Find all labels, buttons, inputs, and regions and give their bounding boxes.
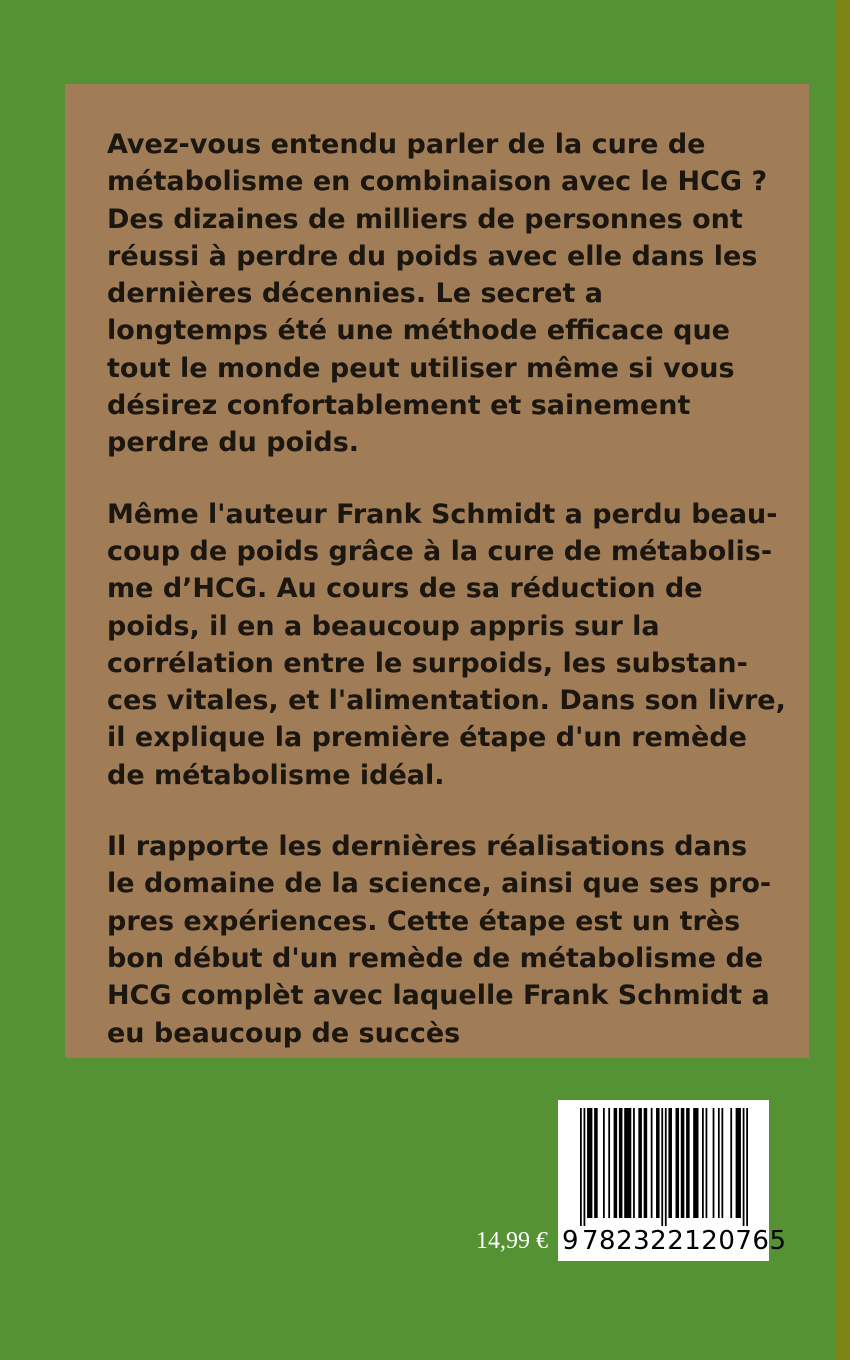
barcode-bar (702, 1108, 704, 1218)
price-label: 14,99 € (476, 1228, 548, 1254)
barcode-bar (718, 1108, 720, 1218)
barcode-bar (693, 1108, 698, 1218)
barcode-bar (743, 1108, 745, 1226)
description-paragraph-2: Même l'auteur Frank Schmidt a perdu beau- coup de poids grâce à la cure de métabolis- me d’HCG. Au cours de sa réduction de poids, il en a beaucoup appris sur la corrélation entre le surpoids, les substan- ces vitales, et l'alimentation. Dans son livre, il explique la première étape d'un remède de métabolisme idéal. (107, 498, 786, 791)
description-paragraph-3: Il rapporte les dernières réalisations dans le domaine de la science, ainsi que ses pro- pres expériences. Cette étape est un très bon début d'un remède de métabolisme de HCG complèt avec laquelle Frank Schmidt a eu beaucoup de succès (107, 831, 772, 1049)
barcode-bar (713, 1108, 715, 1218)
back-cover-text-panel (65, 84, 809, 1058)
barcode-bar (668, 1108, 672, 1218)
barcode-bar (587, 1108, 592, 1218)
barcode-digits (558, 1226, 787, 1256)
barcode-bars (580, 1108, 748, 1226)
barcode-bar (619, 1108, 623, 1218)
barcode-bar (644, 1108, 648, 1218)
barcode-bar (736, 1108, 741, 1218)
barcode-bar (746, 1108, 748, 1226)
barcode-bar (633, 1108, 635, 1218)
barcode-bar (730, 1108, 732, 1218)
barcode-bar (661, 1108, 663, 1226)
barcode-bar (681, 1108, 685, 1218)
barcode-bar (594, 1108, 598, 1218)
barcode-bar (584, 1108, 586, 1226)
barcode-bar (675, 1108, 679, 1218)
description-paragraph-1: Avez-vous entendu parler de la cure de métabolisme en combinaison avec le HCG ? Des dizaines de milliers de personnes ont réussi à perdre du poids avec elle dans les dernières décennies. Le secret a longtemps été une méthode efficace que tout le monde peut utiliser même si vous désirez confortablement et sainement perdre du poids. (107, 129, 768, 459)
barcode-bar (706, 1108, 708, 1218)
barcode-bar (580, 1108, 582, 1226)
barcode-bar (686, 1108, 690, 1218)
barcode-bar (656, 1108, 660, 1218)
barcode-bar (638, 1108, 642, 1218)
spine-edge (836, 0, 850, 1360)
barcode-bar (608, 1108, 610, 1218)
barcode-bar (665, 1108, 667, 1226)
isbn-barcode (558, 1100, 787, 1261)
barcode-bar (651, 1108, 653, 1218)
barcode-bar (614, 1108, 618, 1218)
barcode-number: 782322120765 (582, 1226, 787, 1256)
barcode-bar (603, 1108, 605, 1218)
barcode-bar (624, 1108, 631, 1218)
barcode-bar (721, 1108, 723, 1218)
barcode-first-digit: 9 (562, 1226, 579, 1256)
